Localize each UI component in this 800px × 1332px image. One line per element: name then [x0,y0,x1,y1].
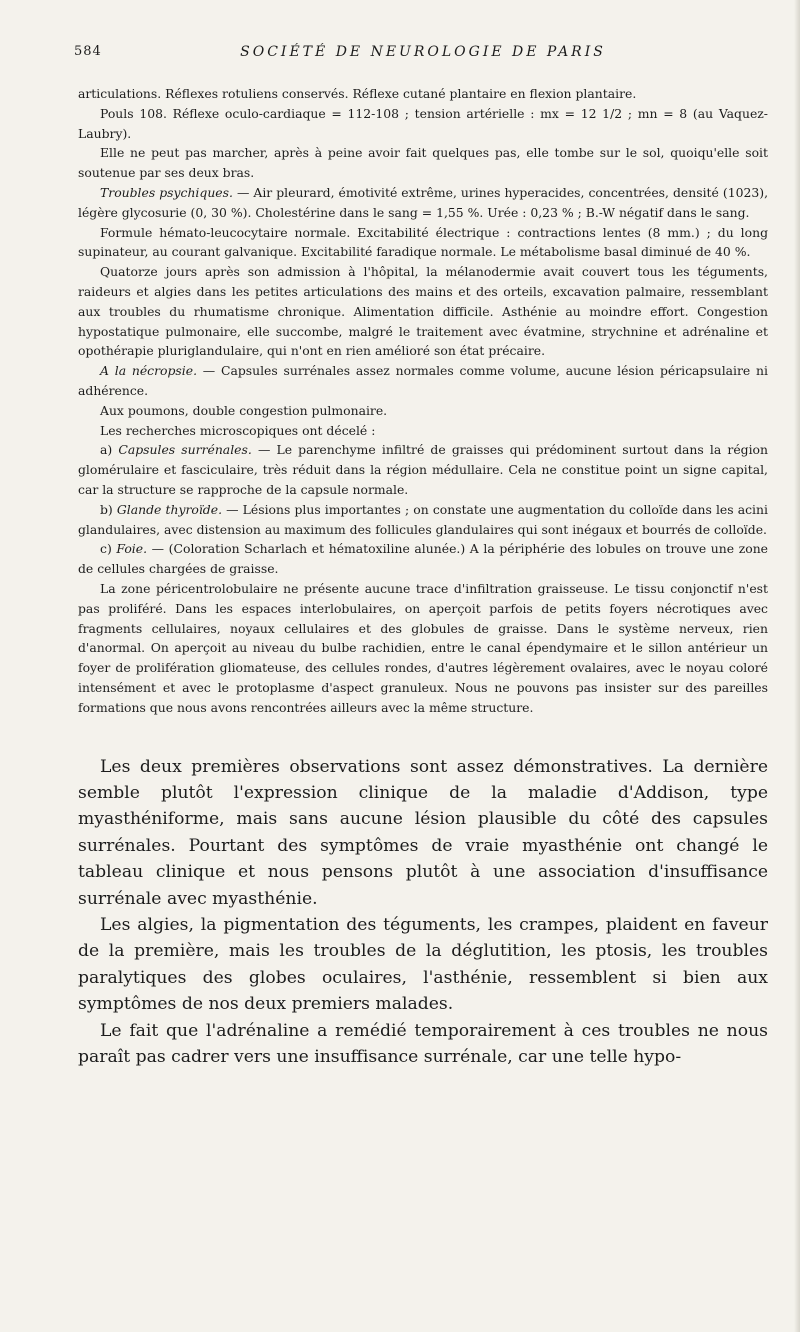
paragraph-text: — Capsules surrénales assez normales comme volume, aucune lésion péricapsulaire ni adhérence. [78,363,768,398]
case-paragraph [78,440,768,499]
case-report-block [78,84,768,718]
case-paragraph [78,262,768,361]
paragraph-text: Quatorze jours après son admission à l'hôpital, la mélanodermie avait couvert tous les téguments, raideurs et algies dans les petites articulations des mains et des orteils, excavation palmaire, ressemblant aux troubles du rhumatisme chronique. Alimentation difficile. Asthénie au moindre effort. Congestion hypostatique pulmonaire, elle succombe, malgré le traitement avec évatmine, strychnine et adrénaline et opothérapie pluriglandulaire, qui n'ont en rien amélioré son état précaire. [78,264,768,359]
running-title: SOCIÉTÉ DE NEUROLOGIE DE PARIS [240,44,606,60]
case-paragraph [78,104,768,144]
paragraph-text: — Lésions plus importantes ; on constate une augmentation du colloïde dans les acini glandulaires, avec distension au maximum des follicules glandulaires qui sont inégaux et bourrés de colloïde. [78,501,768,537]
case-paragraph [78,421,768,441]
section-lead: A la nécropsie. [100,363,198,379]
paragraph-text: La zone péricentrolobulaire ne présente aucune trace d'infiltration graisseuse. Le tissu conjonctif n'est pas proliféré. Dans les espaces interlobulaires, on aperçoit parfois de petits foyers nécrotiques avec fragments cellulaires, noyaux cellulaires et des globules de graisse. Dans le système nerveux, rien d'anormal. On aperçoit au niveau du bulbe rachidien, entre le canal épendymaire et le sillon antérieur un foyer de prolifération gliomateuse, des cellules rondes, d'autres légèrement ovalaires, avec le noyau coloré intensément et avec le protoplasme d'aspect granuleux. Nous ne pouvons pas insister sur des pareilles formations que nous avons rencontrées ailleurs avec la même structure. [78,580,768,715]
section-lead: Foie. [116,541,148,557]
paragraph-text: articulations. Réflexes rotuliens conservés. Réflexe cutané plantaire en flexion plantaire. [78,86,637,101]
paragraph-text: Les algies, la pigmentation des téguments, les crampes, plaident en faveur de la première, mais les troubles de la déglutition, les ptosis, les troubles paralytiques des globes oculaires, l'asthénie, ressemblent si bien aux symptômes de nos deux premiers malades. [78,914,768,1015]
case-paragraph [78,401,768,421]
book-page [74,30,769,1070]
list-marker: a) [100,442,119,458]
case-paragraph [78,579,768,718]
page-edge-shadow [794,0,800,1332]
paragraph-text: — (Coloration Scharlach et hématoxiline alunée.) A la périphérie des lobules on trouve une zone de cellules chargées de graisse. [78,541,769,577]
paragraph-text: Aux poumons, double congestion pulmonaire. [100,402,388,418]
discussion-paragraph [78,912,768,1018]
discussion-paragraph [78,1018,768,1071]
list-marker: c) [100,541,117,557]
section-lead: Glande thyroïde. [116,501,223,517]
list-marker: b) [100,501,117,517]
case-paragraph [78,183,768,223]
case-paragraph [78,143,768,183]
discussion-paragraph [78,754,768,912]
paragraph-text: Les deux premières observations sont assez démonstratives. La dernière semble plutôt l'expression clinique de la maladie d'Addison, type myasthéniforme, mais sans aucune lésion plausible du côté des capsules surrénales. Pourtant des symptômes de vraie myasthénie ont changé le tableau clinique et nous pensons plutôt à une association d'insuffisance surrénale avec myasthénie. [78,756,768,909]
case-paragraph [78,539,768,579]
section-lead: Troubles psychiques. [100,184,233,200]
discussion-block [78,754,768,1071]
paragraph-text: Les recherches microscopiques ont décelé : [100,422,376,438]
paragraph-text: Formule hémato-leucocytaire normale. Excitabilité électrique : contractions lentes (8 mm.) ; du long supinateur, au courant galvanique. Excitabilité faradique normale. Le métabolisme basal diminué de 40 %. [78,224,768,260]
section-lead: Capsules surrénales. [118,442,252,458]
page-number: 584 [74,44,102,59]
paragraph-text: Elle ne peut pas marcher, après à peine avoir fait quelques pas, elle tombe sur le sol, quoiqu'elle soit soutenue par ses deux bras. [78,145,768,181]
page-header [74,30,768,60]
case-paragraph [78,223,768,263]
paragraph-text: — Air pleurard, émotivité extrême, urines hyperacides, concentrées, densité (1023), légère glycosurie (0, 30 %). Cholestérine dans le sang = 1,55 %. Urée : 0,23 % ; B.-W négatif dans le sang. [78,184,769,220]
case-paragraph [78,500,768,540]
paragraph-text: Le fait que l'adrénaline a remédié temporairement à ces troubles ne nous paraît pas cadrer vers une insuffisance surrénale, car une telle hypo- [78,1020,768,1067]
case-paragraph [78,361,768,401]
paragraph-text: Pouls 108. Réflexe oculo-cardiaque = 112-108 ; tension artérielle : mx = 12 1/2 ; mn = 8 (au Vaquez-Laubry). [78,105,768,141]
case-paragraph [78,84,768,104]
paragraph-text: — Le parenchyme infiltré de graisses qui prédominent surtout dans la région glomérulaire et fasciculaire, très réduit dans la région médullaire. Cela ne constitue point un signe capital, car la structure se rapproche de la capsule normale. [78,442,768,497]
